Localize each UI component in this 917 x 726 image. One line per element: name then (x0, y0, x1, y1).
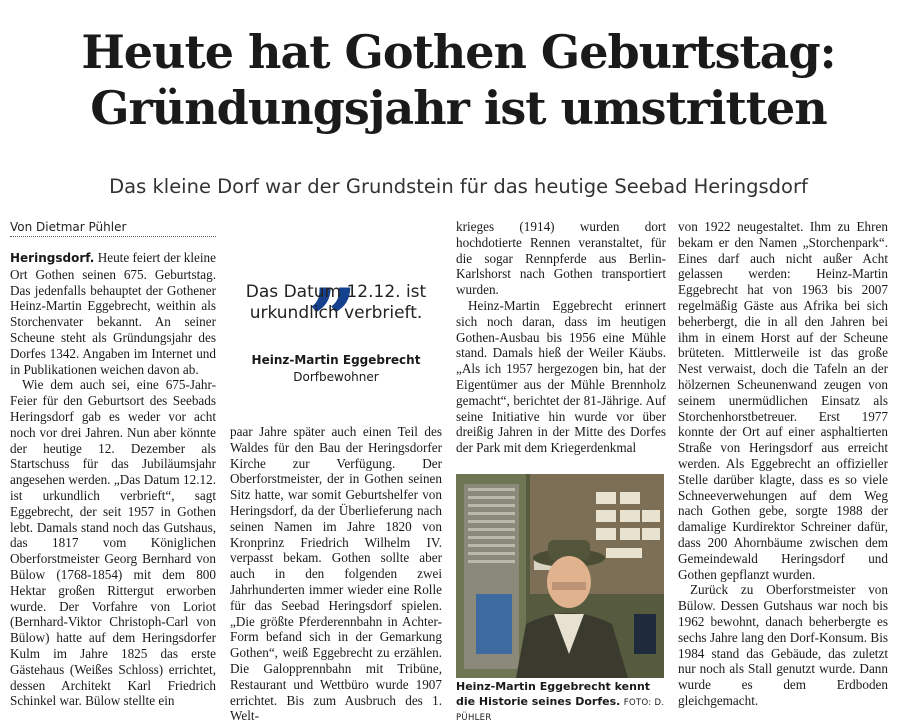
quotation-mark-icon: „ (309, 221, 359, 322)
article-paragraph: von 1922 neugestaltet. Ihm zu Ehren bekam er den Namen „Storchenpark“. Eines darf auch nicht außer Acht gelassen werden: Heinz-Martin Eggebrecht hat von 1963 bis 2007 regelmäßig Gäste aus Afrika bei sich beherbergt, die in all den Jahren bei ihm in einem Horst auf der Scheune brüteten. Mittlerweile ist das große Nest verwaist, doch die Tafeln an der hölzernen Scheunenwand zeugen von seinem unermüdlichen Einsatz als Storchenhorstbetreuer. Erst 1977 konnte der Ort auf einer asphaltierten Straße von Heringsdorf aus erreicht werden. Als Eggebrecht an offizieller Stelle darüber klagte, dass es so viele Schneeverwehungen auf dem Weg nach Gothen gebe, sorgte 1988 der damalige Kurdirektor Schreiner dafür, dass 200 Ahornbäume zwischen dem Gemeindewald Heringsdorf und Gothen gepflanzt wurden. (678, 219, 888, 582)
headline (0, 24, 917, 136)
article-paragraph (10, 250, 216, 377)
article-paragraph: paar Jahre später auch einen Teil des Waldes für den Bau der Heringsdorfer Kirche zur Verfügung. Der Oberforstmeister, der in Gothen seinen Sitz hatte, war somit Geburtshelfer von Heringsdorf, da der Überlieferung nach seinen Namen im Jahre 1820 von Kronprinz Friedrich Wilhelm IV. verpasst bekam. Gothen sollte aber auch in den folgenden zwei Jahrhunderten immer wieder eine Rolle für das Seebad Heringsdorf spielen. „Die größte Pferderennbahn in Achter-Form befand sich in der Gemarkung Gothen“, weiß Eggebrecht zu erzählen. Die Galopprennbahn mit Tribüne, Restaurant und Wettbüro wurde 1907 errichtet. Bis zum Ausbruch des 1. Welt- (230, 424, 442, 724)
article-column-1 (10, 250, 216, 709)
subheadline: Das kleine Dorf war der Grundstein für das heutige Seebad Heringsdorf (109, 175, 808, 198)
headline-line-1: Heute hat Gothen Geburtstag: (81, 25, 836, 79)
pull-quote-text: Das Datum 12.12. ist urkundlich verbrieft. (245, 282, 427, 323)
paragraph-text: Heute feiert der kleine Ort Gothen seinen 675. Geburtstag. Das jedenfalls behauptet der Gothener Heinz-Martin Eggebrecht, weithin als Storchenvater bekannt. An seiner Scheune steht als Gründungsjahr des Dorfes 1342. Angaben im Internet und in Publikationen weichen davon ab. (10, 250, 216, 377)
article-column-3 (456, 219, 666, 456)
article-column-4 (678, 219, 888, 709)
article-column-2 (230, 424, 442, 724)
photo-credit: FOTO: D. PÜHLER (456, 697, 665, 723)
byline: Von Dietmar Pühler (10, 219, 216, 237)
photo-illustration (456, 474, 664, 678)
pull-quote-author: Heinz-Martin Eggebrecht (251, 353, 421, 367)
article-paragraph: Heinz-Martin Eggebrecht erinnert sich noch daran, dass im heutigen Gothen-Ausbau bis 1956 eine Mühle stand. Damals hieß der Weiler Käubs. „Als ich 1957 hergezogen bin, hat der Eigentümer aus der Mühle Brennholz gemacht“, berichtet der 81-Jährige. Auf seine Initiative hin wurde vor über dreißig Jahren in der Mitte des Dorfes der Park mit dem Kriegerdenkmal (456, 297, 666, 456)
article-photo (456, 474, 664, 678)
article-paragraph: Wie dem auch sei, eine 675-Jahr-Feier für den Geburtsort des Seebads Heringsdorf gab es weder vor acht noch vor drei Jahren. Nun aber könnte der heutige 12. Dezember als Startschuss für das Jubiläumsjahr angesehen werden. „Das Datum 12.12. ist urkundlich verbrieft“, sagt Eggebrecht, der seit 1957 in Gothen lebt. Damals stand noch das Gutshaus, das 1817 vom Königlichen Oberforstmeister Georg Bernhard von Bülow (1768-1854) mit dem 800 Hektar großen Rittergut erworben wurde. Der Vorfahre von Loriot (Bernhard-Viktor Christoph-Carl von Bülow) hatte auf dem Heringsdorfer Kulm im Jahre 1825 das erste Gästehaus (Weißes Schloss) errichtet, dessen Architekt Karl Friedrich Schinkel war. Bülow stellte ein (10, 377, 216, 709)
caption-text: Heinz-Martin Eggebrecht kennt die Historie seines Dorfes. (456, 680, 651, 708)
article-paragraph: Zurück zu Oberforstmeister von Bülow. Dessen Gutshaus war noch bis 1962 bewohnt, danach beherbergte es sechs Jahre lang den Dorf-Konsum. Bis 1984 stand das Gebäude, das zuletzt nur noch als Stall genutzt wurde. Dann wurde es dem Erdboden gleichgemacht. (678, 582, 888, 708)
headline-line-2: Gründungsjahr ist umstritten (90, 81, 827, 135)
pull-quote-role: Dorfbewohner (293, 370, 379, 384)
photo-caption (456, 680, 666, 726)
article-paragraph: krieges (1914) wurden dort hochdotierte Rennen veranstaltet, für die sogar Rennpferde aus Berlin-Karlshorst nach Gothen transportiert wurden. (456, 219, 666, 298)
dateline: Heringsdorf. (10, 251, 95, 265)
